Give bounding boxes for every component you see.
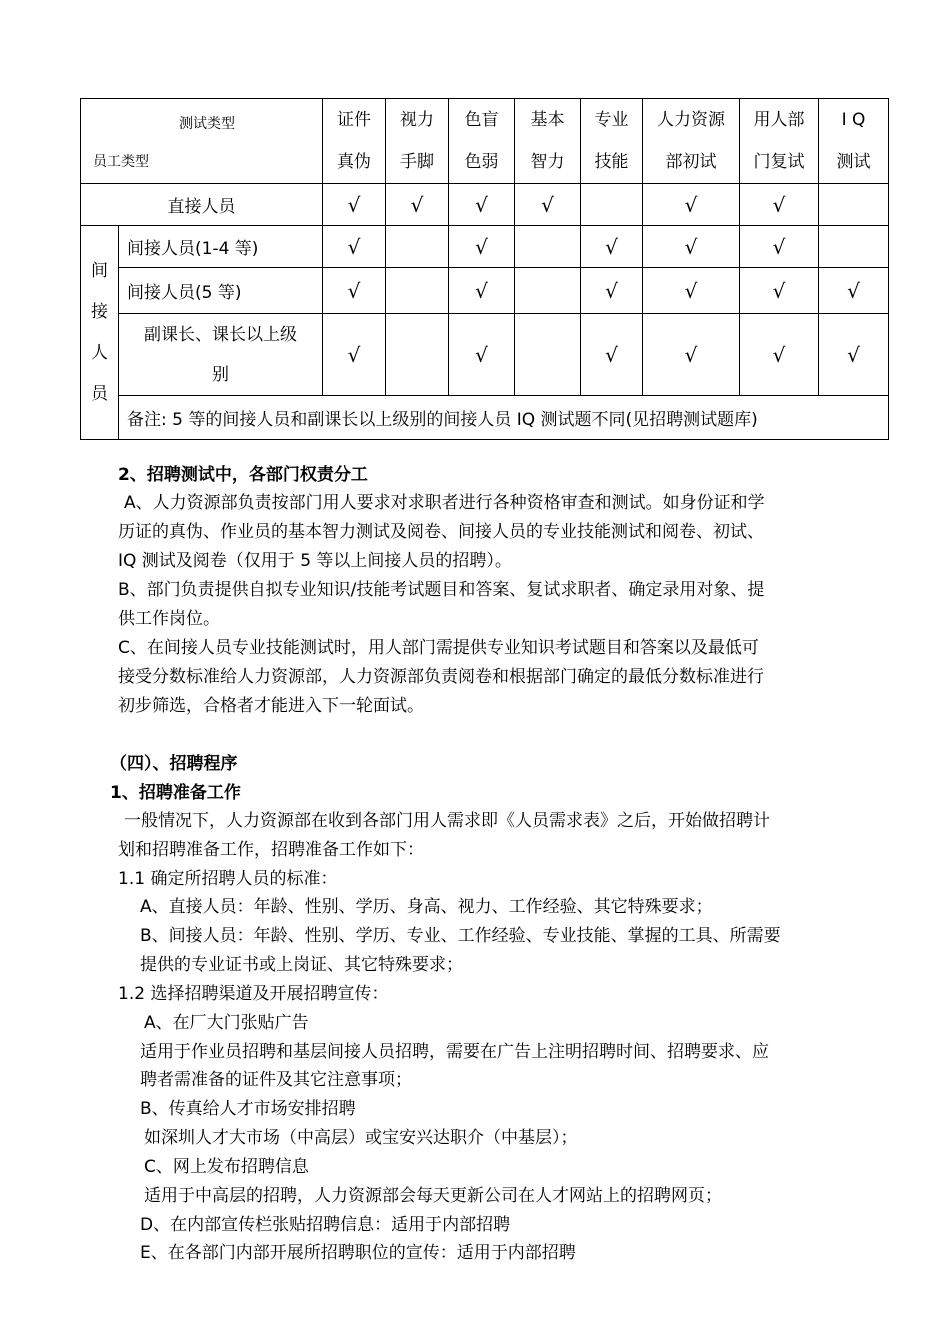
check-cell <box>740 268 819 314</box>
check-cell <box>819 184 889 226</box>
check-cell <box>515 314 581 396</box>
note-text: 备注: 5 等的间接人员和副课长以上级别的间接人员 IQ 测试题不同(见招聘测试题库) <box>127 410 758 430</box>
paragraph-line: 接受分数标准给人力资源部，人力资源部负责阅卷和根据部门确定的最低分数标准进行 <box>118 667 764 687</box>
column-header-2 <box>386 99 449 184</box>
check-mark-icon: √ <box>684 234 698 259</box>
check-cell <box>323 226 386 268</box>
column-header-6 <box>643 99 740 184</box>
check-cell <box>819 314 889 396</box>
row-label: 别 <box>212 364 229 385</box>
row-direct-staff <box>81 184 323 226</box>
check-mark-icon: √ <box>347 234 361 259</box>
check-mark-icon: √ <box>605 342 618 367</box>
paragraph-line: 1.1 确定所招聘人员的标准： <box>118 869 338 889</box>
check-cell <box>740 314 819 396</box>
group-label-char: 间 <box>91 260 108 281</box>
group-label-char: 人 <box>91 342 108 363</box>
paragraph-line: B、传真给人才市场安排招聘 <box>140 1099 356 1119</box>
check-cell <box>323 314 386 396</box>
paragraph-line: 初步筛选，合格者才能进入下一轮面试。 <box>118 696 424 716</box>
column-header-line1: 证件 <box>337 110 371 130</box>
column-header-line1: 用人部 <box>753 110 805 130</box>
check-mark-icon: √ <box>772 278 786 303</box>
row-label-cell <box>119 268 323 314</box>
check-mark-icon: √ <box>347 192 361 217</box>
row-label-cell <box>119 314 323 396</box>
check-mark-icon: √ <box>475 342 488 367</box>
column-header-line1: 基本 <box>530 110 565 130</box>
group-label-char: 员 <box>91 383 108 404</box>
check-cell <box>643 268 740 314</box>
row-label-cell <box>119 226 323 268</box>
indirect-staff-group-label <box>81 226 119 440</box>
check-cell <box>819 268 889 314</box>
check-cell <box>386 184 449 226</box>
check-mark-icon: √ <box>475 192 488 217</box>
paragraph-line: 1.2 选择招聘渠道及开展招聘宣传： <box>118 984 389 1004</box>
header-test-type: 测试类型 <box>179 116 235 132</box>
check-cell <box>643 184 740 226</box>
column-header-1 <box>323 99 386 184</box>
column-header-line2: 测试 <box>836 152 871 172</box>
check-cell <box>740 184 819 226</box>
paragraph-line: 划和招聘准备工作，招聘准备工作如下： <box>118 840 424 860</box>
check-cell <box>515 184 581 226</box>
paragraph-line: C、网上发布招聘信息 <box>144 1157 309 1177</box>
column-header-line2: 色弱 <box>464 152 499 172</box>
paragraph-line: A、直接人员：年龄、性别、学历、身高、视力、工作经验、其它特殊要求； <box>140 897 713 917</box>
check-cell <box>581 314 643 396</box>
column-header-line2: 门复试 <box>753 152 805 172</box>
recruitment-test-table <box>80 98 889 440</box>
check-cell <box>581 268 643 314</box>
section-heading: 2、招聘测试中，各部门权责分工 <box>118 465 368 485</box>
section-heading: 1、招聘准备工作 <box>110 783 241 803</box>
check-cell <box>740 226 819 268</box>
column-header-line1: 视力 <box>400 110 434 130</box>
section-heading: （四）、招聘程序 <box>110 754 238 774</box>
paragraph-line: 历证的真伪、作业员的基本智力测试及阅卷、间接人员的专业技能测试和阅卷、初试、 <box>118 522 764 542</box>
table-note <box>119 396 889 440</box>
paragraph-line: 提供的专业证书或上岗证、其它特殊要求； <box>140 955 463 975</box>
check-mark-icon: √ <box>605 278 618 303</box>
column-header-line2: 智力 <box>530 152 565 172</box>
check-mark-icon: √ <box>847 278 860 303</box>
paragraph-line: 一般情况下，人力资源部在收到各部门用人需求即《人员需求表》之后，开始做招聘计 <box>124 811 770 831</box>
header-diagonal-cell <box>81 99 323 184</box>
paragraph-line: B、部门负责提供自拟专业知识/技能考试题目和答案、复试求职者、确定录用对象、提 <box>118 580 765 600</box>
check-cell <box>449 184 515 226</box>
check-mark-icon: √ <box>772 342 786 367</box>
check-mark-icon: √ <box>475 234 488 259</box>
paragraph-line: 适用于中高层的招聘，人力资源部会每天更新公司在人才网站上的招聘网页； <box>144 1186 722 1206</box>
column-header-line2: 手脚 <box>400 152 434 172</box>
column-header-line1: I Q <box>841 110 866 130</box>
row-label: 间接人员(1-4 等) <box>127 239 259 259</box>
check-mark-icon: √ <box>475 278 488 303</box>
check-cell <box>323 184 386 226</box>
check-mark-icon: √ <box>684 342 698 367</box>
check-cell <box>643 226 740 268</box>
column-header-line1: 人力资源 <box>657 110 725 130</box>
check-mark-icon: √ <box>605 234 618 259</box>
check-mark-icon: √ <box>541 192 554 217</box>
check-cell <box>515 268 581 314</box>
check-mark-icon: √ <box>684 192 698 217</box>
paragraph-line: D、在内部宣传栏张贴招聘信息：适用于内部招聘 <box>140 1215 511 1235</box>
row-label: 副课长、课长以上级 <box>144 324 297 345</box>
column-header-8 <box>819 99 889 184</box>
check-mark-icon: √ <box>347 342 361 367</box>
check-mark-icon: √ <box>847 342 860 367</box>
check-cell <box>323 268 386 314</box>
check-cell <box>449 268 515 314</box>
check-mark-icon: √ <box>772 192 786 217</box>
check-mark-icon: √ <box>772 234 786 259</box>
column-header-line2: 部初试 <box>665 152 717 172</box>
check-cell <box>386 314 449 396</box>
paragraph-line: IQ 测试及阅卷（仅用于 5 等以上间接人员的招聘）。 <box>118 551 512 571</box>
check-cell <box>449 226 515 268</box>
header-employee-type: 员工类型 <box>93 154 149 170</box>
group-label-char: 接 <box>91 301 108 322</box>
paragraph-line: 适用于作业员招聘和基层间接人员招聘，需要在广告上注明招聘时间、招聘要求、应 <box>140 1042 769 1062</box>
check-cell <box>386 226 449 268</box>
check-cell <box>386 268 449 314</box>
paragraph-line: 聘者需准备的证件及其它注意事项； <box>140 1070 412 1090</box>
paragraph-line: A、在厂大门张贴广告 <box>144 1013 309 1033</box>
column-header-line1: 专业 <box>594 110 629 130</box>
row-label: 间接人员(5 等) <box>127 283 242 303</box>
paragraph-line: E、在各部门内部开展所招聘职位的宣传：适用于内部招聘 <box>140 1243 576 1263</box>
paragraph-line: 供工作岗位。 <box>118 609 220 629</box>
column-header-7 <box>740 99 819 184</box>
column-header-4 <box>515 99 581 184</box>
check-cell <box>819 226 889 268</box>
check-mark-icon: √ <box>347 278 361 303</box>
check-cell <box>643 314 740 396</box>
column-header-line2: 技能 <box>594 152 629 172</box>
paragraph-line: A、人力资源部负责按部门用人要求对求职者进行各种资格审查和测试。如身份证和学 <box>124 493 765 513</box>
check-cell <box>449 314 515 396</box>
check-cell <box>581 226 643 268</box>
paragraph-line: C、在间接人员专业技能测试时，用人部门需提供专业知识考试题目和答案以及最低可 <box>118 638 759 658</box>
column-header-5 <box>581 99 643 184</box>
check-mark-icon: √ <box>410 192 424 217</box>
paragraph-line: B、间接人员：年龄、性别、学历、专业、工作经验、专业技能、掌握的工具、所需要 <box>140 926 781 946</box>
paragraph-line: 如深圳人才大市场（中高层）或宝安兴达职介（中基层）； <box>144 1128 578 1148</box>
check-cell <box>581 184 643 226</box>
row-label: 直接人员 <box>167 197 236 217</box>
column-header-line2: 真伪 <box>337 152 371 172</box>
check-cell <box>515 226 581 268</box>
column-header-3 <box>449 99 515 184</box>
check-mark-icon: √ <box>684 278 698 303</box>
column-header-line1: 色盲 <box>464 110 499 130</box>
